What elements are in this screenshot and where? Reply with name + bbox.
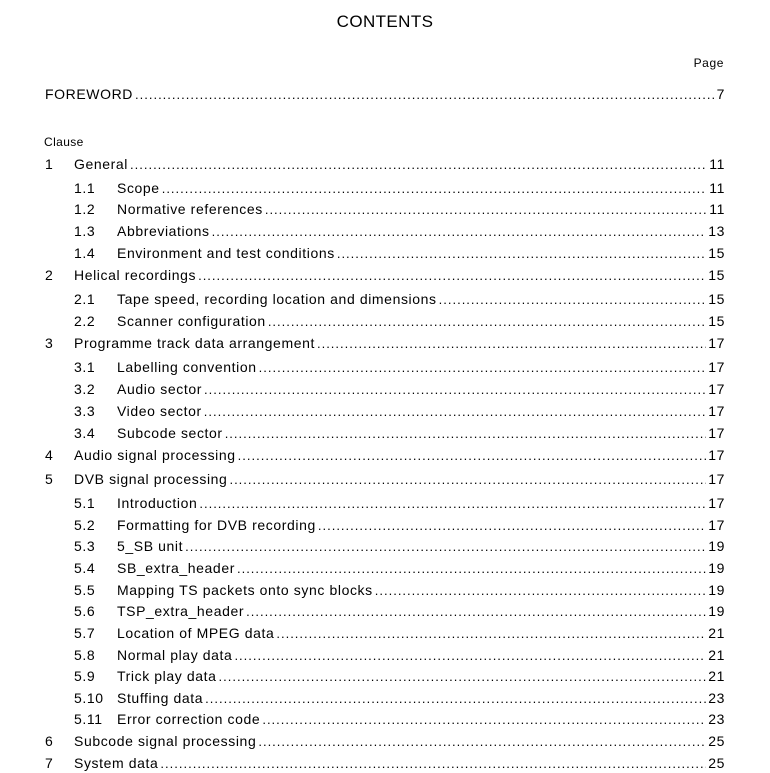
toc-entry[interactable] <box>45 711 725 729</box>
toc-entry-number: 3.3 <box>74 403 96 419</box>
leader-dots <box>262 712 706 727</box>
toc-entry[interactable] <box>45 180 725 198</box>
leader-dots <box>259 360 707 375</box>
toc-entry[interactable] <box>45 668 725 686</box>
leader-dots <box>219 669 707 684</box>
toc-entry-text: Programme track data arrangement <box>74 335 315 351</box>
toc-entry-page: 25 <box>708 755 725 771</box>
leader-dots <box>439 292 707 307</box>
toc-entry-number: 7 <box>45 755 54 771</box>
toc-entry-number: 5.6 <box>74 603 96 619</box>
toc-entry-number: 1.3 <box>74 223 96 239</box>
leader-dots <box>265 202 707 217</box>
toc-entry-text: Normative references <box>117 201 263 217</box>
toc-entry-page: 17 <box>708 447 725 463</box>
leader-dots <box>237 561 706 576</box>
toc-entry[interactable] <box>45 425 725 443</box>
toc-entry[interactable] <box>45 755 725 773</box>
toc-entry-number: 3.4 <box>74 425 96 441</box>
toc-entry-number: 2.1 <box>74 291 96 307</box>
toc-entry-text: Tape speed, recording location and dimensions <box>117 291 437 307</box>
toc-entry-text: 5_SB unit <box>117 538 184 554</box>
toc-entry-number: 5.8 <box>74 647 96 663</box>
leader-dots <box>198 268 706 283</box>
toc-entry-page: 11 <box>709 201 725 217</box>
toc-entry-number: 5.3 <box>74 538 96 554</box>
toc-entry-page: 21 <box>708 625 725 641</box>
toc-entry[interactable] <box>45 359 725 377</box>
leader-dots <box>204 382 706 397</box>
toc-entry[interactable] <box>45 335 725 353</box>
toc-entry[interactable] <box>45 690 725 708</box>
toc-entry-text: Scope <box>117 180 160 196</box>
toc-entry[interactable] <box>45 495 725 513</box>
leader-dots <box>246 604 706 619</box>
leader-dots <box>160 756 706 771</box>
toc-entry-number: 5 <box>45 471 54 487</box>
toc-entry-text: Abbreviations <box>117 223 210 239</box>
toc-entry-text: Environment and test conditions <box>117 245 335 261</box>
toc-entry-page: 19 <box>708 582 725 598</box>
toc-entry-page: 15 <box>708 313 725 329</box>
toc-entry-number: 3 <box>45 335 54 351</box>
leader-dots <box>238 448 707 463</box>
toc-entry-text: Mapping TS packets onto sync blocks <box>117 582 373 598</box>
toc-entry-text: System data <box>74 755 159 771</box>
toc-entry-page: 13 <box>708 223 725 239</box>
leader-dots <box>229 472 706 487</box>
toc-entry-number: 3.2 <box>74 381 96 397</box>
toc-entry-text: Location of MPEG data <box>117 625 275 641</box>
page-title: CONTENTS <box>336 12 434 31</box>
toc-entry-text: Error correction code <box>117 711 261 727</box>
toc-entry-number: 1.4 <box>74 245 96 261</box>
leader-dots <box>234 648 706 663</box>
toc-entry-page: 23 <box>708 690 725 706</box>
toc-entry-text: Formatting for DVB recording <box>117 517 316 533</box>
toc-entry[interactable] <box>45 223 725 241</box>
toc-entry-number: 6 <box>45 733 54 749</box>
toc-entry-page: 17 <box>708 403 725 419</box>
leader-dots <box>276 626 706 641</box>
toc-entry-text: General <box>74 156 129 172</box>
toc-entry[interactable] <box>45 471 725 489</box>
leader-dots <box>268 314 706 329</box>
toc-entry-page: 7 <box>716 86 725 102</box>
toc-entry[interactable] <box>45 538 725 556</box>
toc-entry[interactable] <box>45 582 725 600</box>
toc-entry-text: DVB signal processing <box>74 471 228 487</box>
toc-entry-number: 2 <box>45 267 54 283</box>
toc-entry-number: 3.1 <box>74 359 96 375</box>
toc-entry-page: 15 <box>708 245 725 261</box>
toc-entry[interactable] <box>45 560 725 578</box>
toc-entry-number: 1 <box>45 156 54 172</box>
toc-entry-text: Audio sector <box>117 381 203 397</box>
toc-entry-number: 5.9 <box>74 668 96 684</box>
toc-entry-text: Audio signal processing <box>74 447 236 463</box>
toc-entry-number: 2.2 <box>74 313 96 329</box>
toc-entry-text: Labelling convention <box>117 359 257 375</box>
toc-entry-page: 17 <box>708 471 725 487</box>
toc-entry-page: 21 <box>708 668 725 684</box>
toc-entry-text: Normal play data <box>117 647 233 663</box>
toc-entry-text: SB_extra_header <box>117 560 235 576</box>
toc-entry-page: 17 <box>708 359 725 375</box>
leader-dots <box>199 496 706 511</box>
toc-entry[interactable] <box>45 733 725 751</box>
toc-entry-text: Introduction <box>117 495 198 511</box>
leader-dots <box>337 246 706 261</box>
toc-entry[interactable] <box>45 403 725 421</box>
toc-entry[interactable] <box>45 201 725 219</box>
toc-entry-page: 11 <box>709 156 725 172</box>
toc-entry-text: Scanner configuration <box>117 313 266 329</box>
toc-entry-text: Subcode signal processing <box>74 733 257 749</box>
toc-entry-text: Stuffing data <box>117 690 204 706</box>
leader-dots <box>318 518 706 533</box>
toc-entry[interactable] <box>45 267 725 285</box>
leader-dots <box>375 583 706 598</box>
toc-entry-number: 5.5 <box>74 582 96 598</box>
toc-entry-text: Video sector <box>117 403 202 419</box>
leader-dots <box>162 181 708 196</box>
toc-entry-page: 17 <box>708 517 725 533</box>
toc-entry-page: 19 <box>708 603 725 619</box>
toc-entry[interactable] <box>45 291 725 309</box>
toc-entry-number: 5.1 <box>74 495 96 511</box>
toc-entry-text: TSP_extra_header <box>117 603 245 619</box>
page-column-label: Page <box>693 56 724 70</box>
leader-dots <box>258 734 706 749</box>
toc-entry-number: 5.7 <box>74 625 96 641</box>
leader-dots <box>225 426 707 441</box>
toc-entry-page: 17 <box>708 495 725 511</box>
toc-entry-number: 5.10 <box>74 690 104 706</box>
toc-entry[interactable] <box>45 156 725 174</box>
leader-dots <box>317 336 706 351</box>
leader-dots <box>212 224 707 239</box>
toc-entry[interactable] <box>45 603 725 621</box>
toc-entry[interactable] <box>45 647 725 665</box>
toc-entry-text: FOREWORD <box>45 86 134 102</box>
toc-entry-page: 17 <box>708 425 725 441</box>
leader-dots <box>130 157 707 172</box>
toc-entry[interactable] <box>45 245 725 263</box>
toc-entry-number: 5.11 <box>74 711 103 727</box>
leader-dots <box>205 691 706 706</box>
toc-entry-page: 19 <box>708 538 725 554</box>
toc-entry-foreword[interactable] <box>45 86 725 102</box>
toc-entry-page: 25 <box>708 733 725 749</box>
toc-entry-page: 19 <box>708 560 725 576</box>
toc-entry[interactable] <box>45 517 725 535</box>
toc-entry-page: 15 <box>708 291 725 307</box>
toc-entry-text: Subcode sector <box>117 425 223 441</box>
toc-entry-number: 5.2 <box>74 517 96 533</box>
toc-entry[interactable] <box>45 381 725 399</box>
leader-dots <box>204 404 706 419</box>
toc-entry-number: 1.1 <box>74 180 96 196</box>
toc-entry-text: Trick play data <box>117 668 217 684</box>
leader-dots <box>185 539 706 554</box>
toc-entry[interactable] <box>45 447 725 465</box>
toc-entry-number: 5.4 <box>74 560 96 576</box>
toc-entry-text: Helical recordings <box>74 267 197 283</box>
toc-entry-page: 17 <box>708 335 725 351</box>
toc-entry-page: 17 <box>708 381 725 397</box>
toc-entry-page: 21 <box>708 647 725 663</box>
leader-dots <box>135 87 715 102</box>
toc-entry-page: 11 <box>709 180 725 196</box>
toc-entry-page: 15 <box>708 267 725 283</box>
toc-entry-number: 4 <box>45 447 54 463</box>
clause-column-label: Clause <box>44 135 84 149</box>
toc-entry-page: 23 <box>708 711 725 727</box>
toc-entry[interactable] <box>45 625 725 643</box>
toc-entry[interactable] <box>45 313 725 331</box>
toc-entry-number: 1.2 <box>74 201 96 217</box>
